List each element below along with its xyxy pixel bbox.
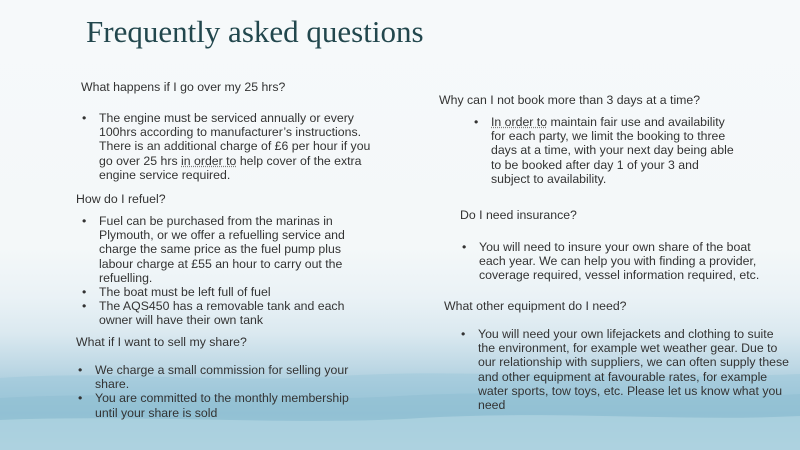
answer-text: The engine must be serviced annually or every 100hrs according to manufacturer’s instructions. There is an additional charge of £6 per hour if you go over 25 hrs (99, 111, 371, 168)
list-item (461, 327, 793, 413)
answer-text: maintain fair use and availability for each party, we limit the booking to three days at a time, with your next day being able to be booked after day 1 of your 3 and subject to availability. (491, 115, 734, 186)
bullet: • (82, 299, 87, 314)
list-item (78, 391, 365, 420)
bullet: • (474, 115, 479, 129)
answer-text: You will need to insure your own share of the boat each year. We can help you with finding a provider, coverage required, vessel information required, etc. (479, 240, 760, 283)
answer-text: You are committed to the monthly membership until your share is sold (95, 391, 349, 420)
question-equipment: What other equipment do I need? (444, 299, 627, 313)
question-booking-limit: Why can I not book more than 3 days at a time? (439, 93, 701, 107)
answer-text: The boat must be left full of fuel (99, 285, 271, 300)
bullet: • (82, 214, 87, 228)
question-overhours: What happens if I go over my 25 hrs? (81, 80, 286, 94)
answer-list-refuel (82, 214, 369, 328)
bullet: • (78, 363, 83, 377)
answer-list-overhours (82, 111, 381, 182)
answer-text-underlined: in order to (181, 153, 237, 168)
bullet: • (461, 327, 466, 341)
answer-list-booking-limit (474, 115, 741, 186)
list-item (82, 299, 369, 328)
question-insurance: Do I need insurance? (460, 208, 577, 222)
answer-text: We charge a small commission for selling your share. (95, 363, 349, 392)
answer-text: help cover of the extra engine service required. (99, 153, 362, 182)
list-item (82, 285, 369, 300)
bullet: • (82, 111, 87, 125)
page-title: Frequently asked questions (86, 14, 424, 49)
answer-list-insurance (462, 240, 779, 283)
answer-text: Fuel can be purchased from the marinas in Plymouth, or we offer a refuelling service and charge the same price as the fuel pump plus labour charge at £55 an hour to carry out the refuelling. (99, 214, 345, 285)
question-refuel: How do I refuel? (76, 192, 166, 206)
answer-text: The AQS450 has a removable tank and each owner will have their own tank (99, 299, 345, 328)
question-sell-share: What if I want to sell my share? (76, 335, 247, 349)
list-item (462, 240, 779, 283)
list-item (82, 214, 369, 285)
answer-list-equipment (461, 327, 793, 413)
answer-text: You will need your own lifejackets and clothing to suite the environment, for example wet weather gear. Due to our relationship with suppliers, we can often supply these and other equipment at favourable rates, for example water sports, tow toys, etc. Please let us know what you need (478, 327, 790, 413)
answer-list-sell-share (78, 363, 365, 420)
list-item (474, 115, 741, 186)
list-item (78, 363, 365, 392)
list-item (82, 111, 381, 182)
bullet: • (462, 240, 467, 254)
bullet: • (82, 285, 87, 300)
answer-text-underlined: In order to (491, 115, 548, 129)
bullet: • (78, 391, 83, 406)
